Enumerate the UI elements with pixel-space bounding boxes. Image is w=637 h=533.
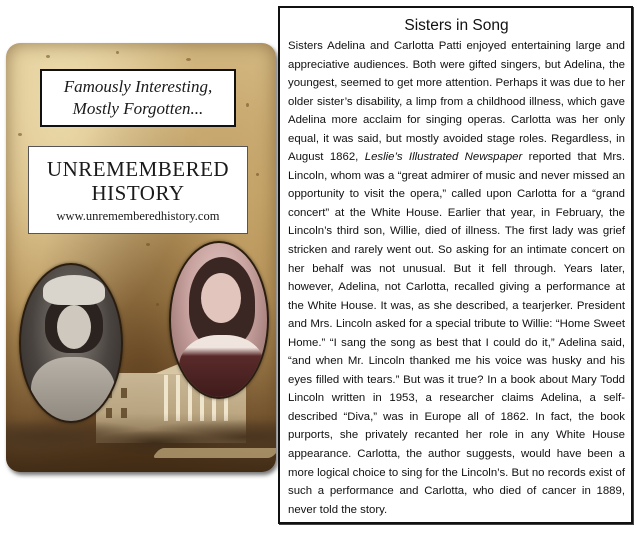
portrait-carlotta-patti [169,241,269,399]
article-title: Sisters in Song [404,17,509,34]
article-body [288,37,625,519]
paper-speckle [46,55,50,58]
portrait-dress [179,335,265,399]
tagline-box [40,69,236,127]
portrait-face [201,273,241,323]
paper-speckle [156,303,159,306]
website-url: www.unrememberedhistory.com [56,208,220,223]
article-text-part-1: Sisters Adelina and Carlotta Patti enjoyed entertaining large and appreciative audiences. Both were gifted singers, but Adelina, the youngest, seemed to get more attention. Perhaps it was due to her older sister’s disability, a limp from a childhood illness, which gave Adelina more acclaim for singing operas. Carlotta was her only equal, it was said, but mostly avoided stage roles. Regardless, in August 1862, [288,40,625,164]
paper-speckle [116,51,119,54]
trees-foreground [6,413,276,472]
paper-speckle [256,173,259,176]
paper-speckle [18,133,22,136]
brand-title-box [28,146,248,234]
paper-speckle [186,58,191,61]
brand-title-line-1: UNREMEMBERED [46,156,230,181]
article-panel [278,6,633,524]
brand-title-line-2: HISTORY [91,180,185,205]
article-text-part-2: reported that Mrs. Lincoln, whom was a “great admirer of music and never missed an opportunity to visit the opera,” called upon Carlotta for a “grand concert” at the White House. Earlier that year, in February, the Lincoln’s third son, Willie, died of illness. The first lady was grief stricken and rarely went out. So asking for an intimate concert on her behalf was not unusual. But it fell through. Years later, however, Adelina, not Carlotta, recalled giving a performance at the White House. It was, as she described, a tearjerker. President and Mrs. Lincoln asked for a special tribute to Willie: “Home Sweet Home.” “I sang the song as best that I could do it,” Adelina said, “and when Mr. Lincoln thanked me his voice was husky and his eyes filled with tears.” But was it true? In a book about Mary Todd Lincoln written in 1953, a researcher claims Adelina, a self-described “Diva,” was in Europe all of 1862. In fact, the book purports, she privately recanted her role in any White House appearance. Carlotta, the author suggests, would have been a more logical choice to sing for the Lincoln’s. But no records exist of such a performance and Carlotta, who died of cancer in 1889, never told the story. [288,151,625,516]
portrait-hat [43,275,105,305]
portrait-face [57,305,91,349]
white-house-window [121,388,127,398]
unremembered-history-card [6,43,276,472]
publication-name: Leslie’s Illustrated Newspaper [364,151,523,164]
portrait-adelina-patti [19,263,123,423]
tagline-line-1: Famously Interesting, [63,77,213,96]
portrait-dress [31,357,115,423]
paper-speckle [246,103,249,107]
paper-speckle [146,243,150,246]
garden-path [152,448,276,458]
tagline-line-2: Mostly Forgotten... [72,99,204,118]
